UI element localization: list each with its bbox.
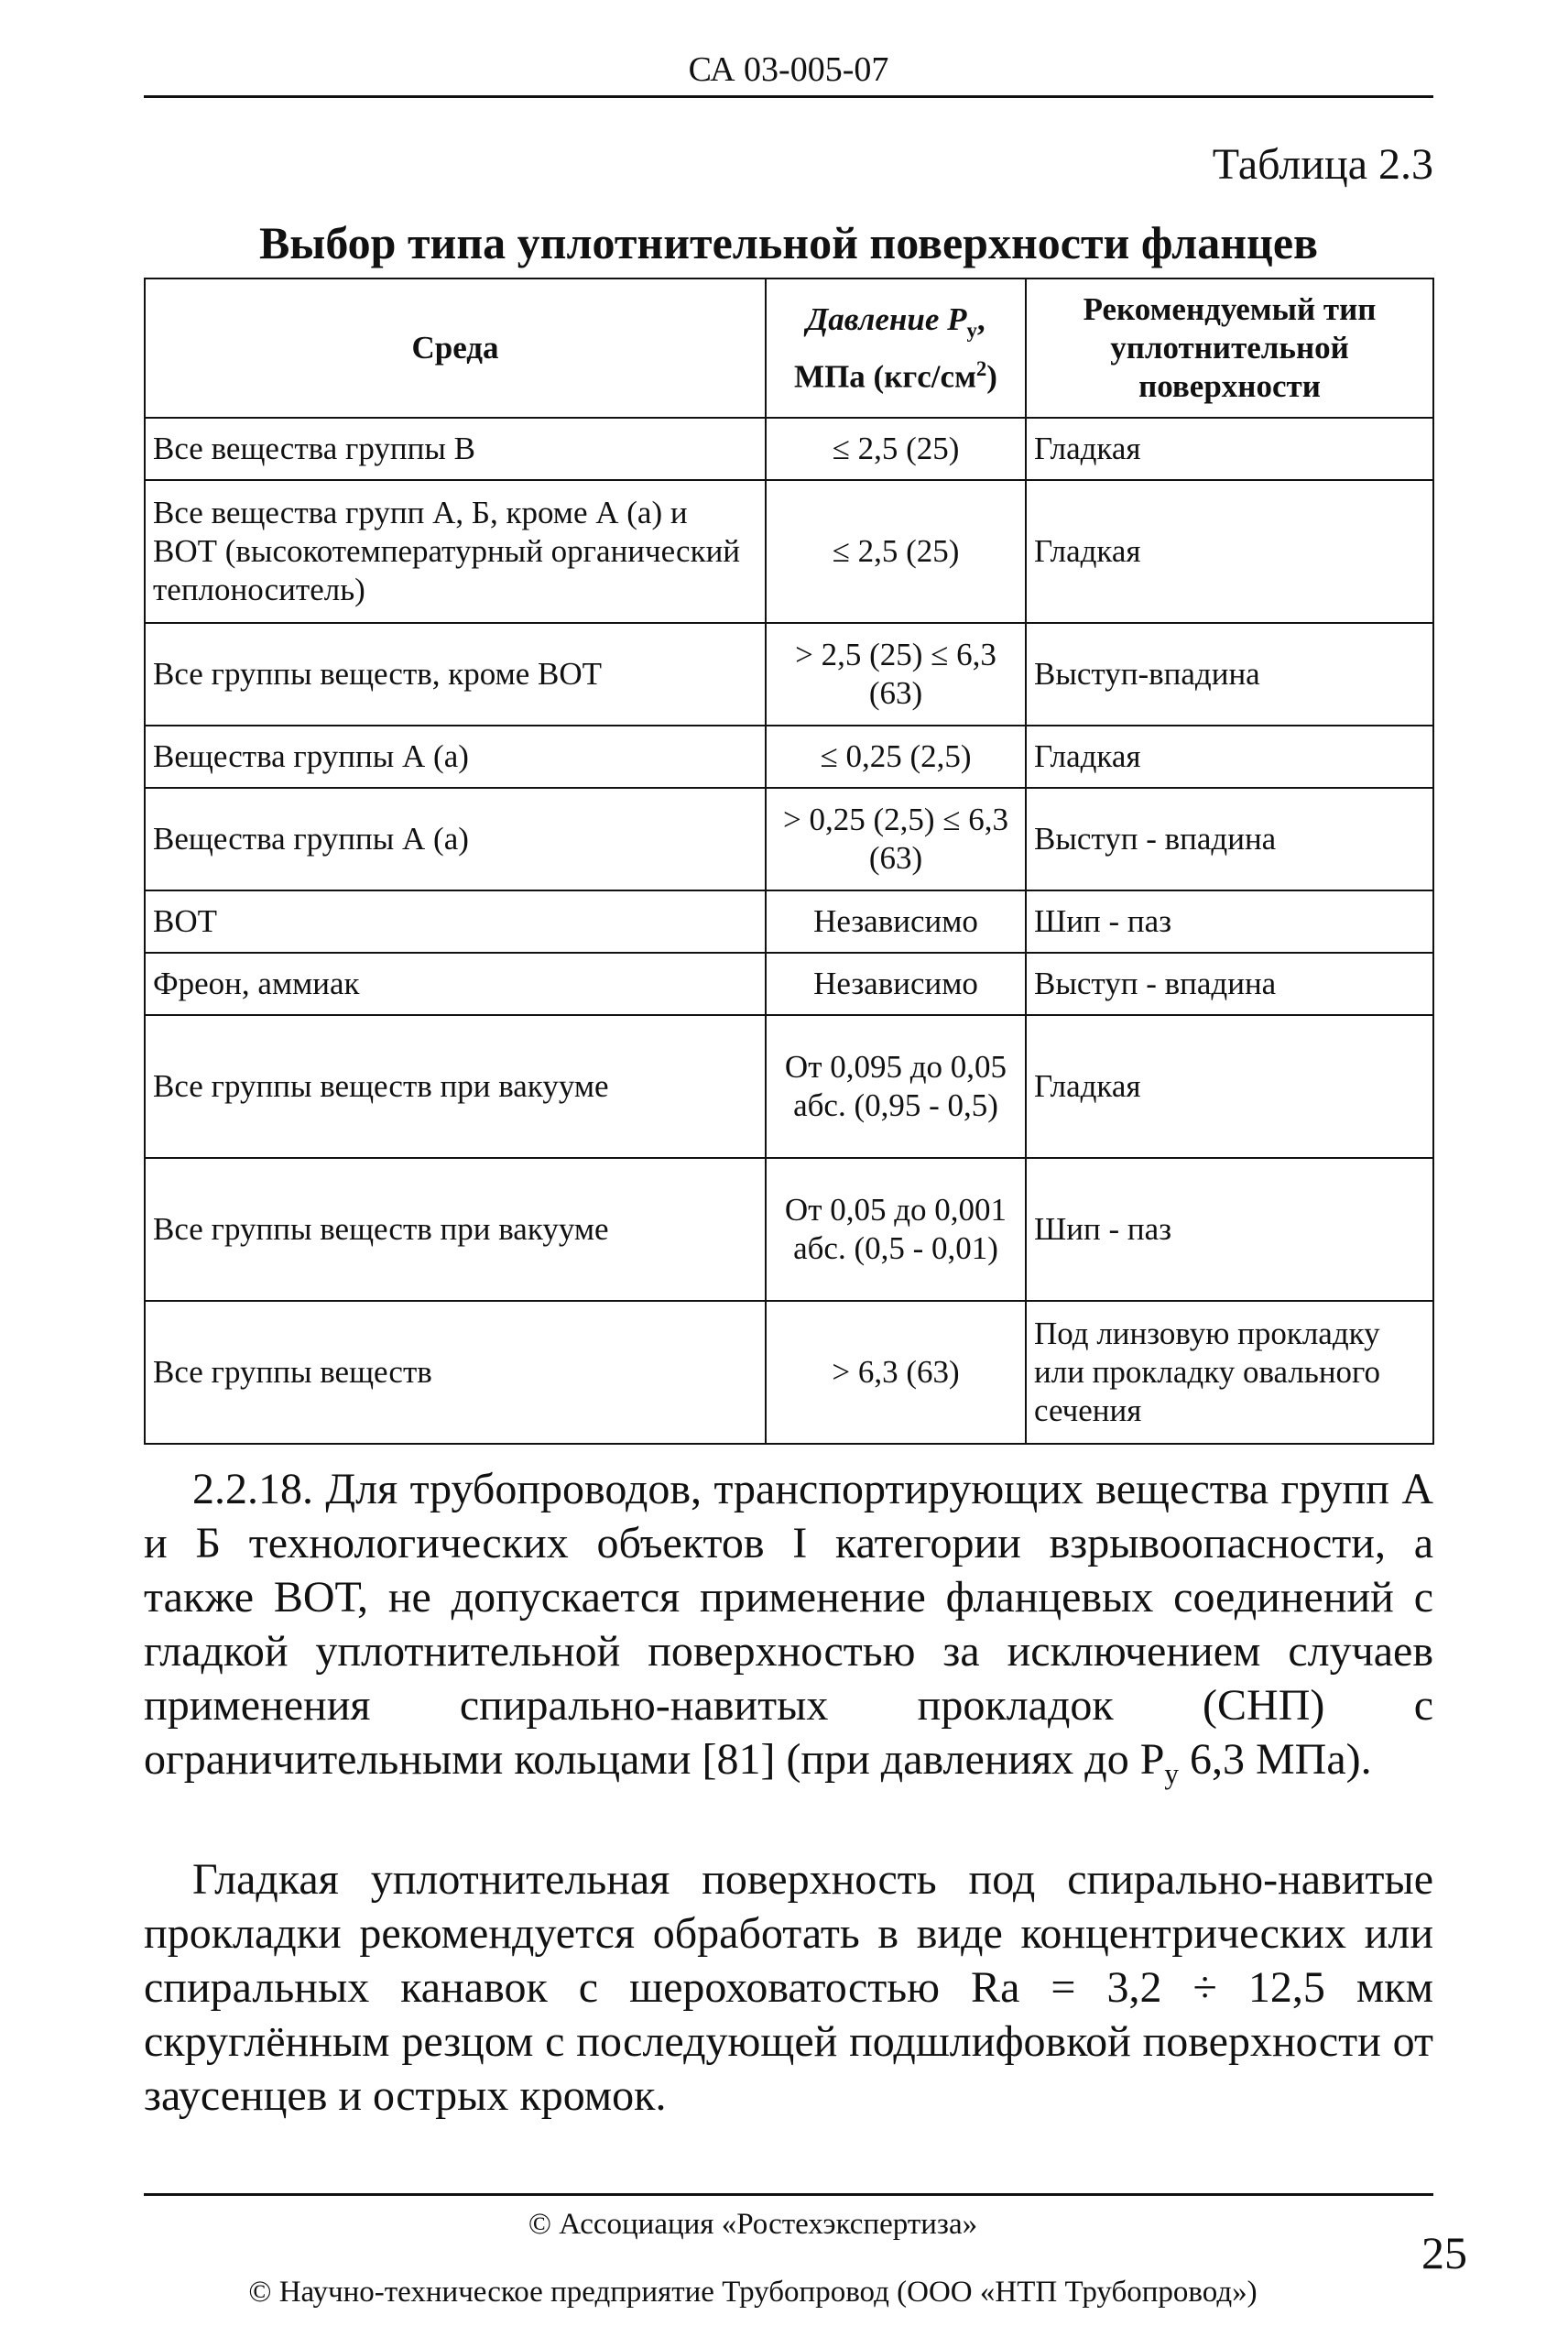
pressure-header-label: Давление P bbox=[806, 300, 967, 337]
table-row bbox=[145, 418, 1433, 480]
cell-surface-type: Шип - паз bbox=[1026, 890, 1433, 953]
cell-medium: Все группы веществ при вакууме bbox=[145, 1158, 766, 1301]
table-row bbox=[145, 890, 1433, 953]
cell-medium: Все группы веществ, кроме ВОТ bbox=[145, 623, 766, 726]
cell-surface-type: Под линзовую прокладку или прокладку овального сечения bbox=[1026, 1301, 1433, 1444]
column-header-pressure bbox=[766, 278, 1026, 418]
cell-pressure: От 0,095 до 0,05 абс. (0,95 - 0,5) bbox=[766, 1015, 1026, 1158]
table-row bbox=[145, 1301, 1433, 1444]
column-header-medium: Среда bbox=[145, 278, 766, 418]
cell-pressure: ≤ 0,25 (2,5) bbox=[766, 726, 1026, 788]
paragraph-text-end: 6,3 МПа). bbox=[1178, 1735, 1372, 1784]
paragraph-2-2-18 bbox=[144, 1462, 1433, 1801]
cell-medium: Вещества группы А (а) bbox=[145, 726, 766, 788]
table-row bbox=[145, 726, 1433, 788]
paragraph-text: 2.2.18. Для трубопроводов, транспортирующих вещества групп А и Б технологических объектов I категории взрывоопасности, а также ВОТ, не допускается применение фланцевых соединений с гладкой уплотнительной поверхностью за исключением случаев применения спирально-навитых прокладок (СНП) с ограничительными кольцами [81] (при давлениях до P bbox=[144, 1465, 1433, 1784]
footer-rule bbox=[144, 2193, 1433, 2196]
cell-surface-type: Гладкая bbox=[1026, 726, 1433, 788]
table-row bbox=[145, 788, 1433, 890]
cell-pressure: ≤ 2,5 (25) bbox=[766, 480, 1026, 623]
cell-pressure: > 0,25 (2,5) ≤ 6,3 (63) bbox=[766, 788, 1026, 890]
header-rule bbox=[144, 95, 1433, 98]
cell-surface-type: Шип - паз bbox=[1026, 1158, 1433, 1301]
cell-medium: ВОТ bbox=[145, 890, 766, 953]
table-title: Выбор типа уплотнительной поверхности фланцев bbox=[258, 217, 1319, 268]
page-number: 25 bbox=[1421, 2227, 1467, 2278]
cell-pressure: Независимо bbox=[766, 890, 1026, 953]
cell-medium: Фреон, аммиак bbox=[145, 953, 766, 1015]
footer-copyright-association: © Ассоциация «Ростехэкспертиза» bbox=[528, 2208, 978, 2241]
table-row bbox=[145, 953, 1433, 1015]
table-header-row bbox=[145, 278, 1433, 418]
cell-surface-type: Гладкая bbox=[1026, 1015, 1433, 1158]
table-number: Таблица 2.3 bbox=[1212, 140, 1433, 189]
cell-pressure: > 2,5 (25) ≤ 6,3 (63) bbox=[766, 623, 1026, 726]
cell-pressure: > 6,3 (63) bbox=[766, 1301, 1026, 1444]
paragraph-smooth-surface: Гладкая уплотнительная поверхность под спирально-навитые прокладки рекомендуется обработать в виде концентрических или спиральных канавок с шероховатостью Ra = 3,2 ÷ 12,5 мкм скруглённым резцом с последующей подшлифовкой поверхности от заусенцев и острых кромок. bbox=[144, 1855, 1433, 2120]
table-row bbox=[145, 623, 1433, 726]
cell-pressure: Независимо bbox=[766, 953, 1026, 1015]
cell-surface-type: Выступ-впадина bbox=[1026, 623, 1433, 726]
footer-copyright-enterprise: © Научно-техническое предприятие Трубопровод (ООО «НТП Трубопровод») bbox=[248, 2276, 1258, 2309]
flange-surface-table bbox=[144, 278, 1434, 1445]
table-row bbox=[145, 480, 1433, 623]
pressure-header-close: ) bbox=[986, 358, 997, 395]
pressure-header-superscript: 2 bbox=[975, 356, 987, 380]
pressure-subscript: у bbox=[1164, 1757, 1179, 1790]
table-row bbox=[145, 1015, 1433, 1158]
cell-medium: Все группы веществ bbox=[145, 1301, 766, 1444]
column-header-surface-type: Рекомендуемый тип уплотнительной поверхности bbox=[1026, 278, 1433, 418]
cell-surface-type: Гладкая bbox=[1026, 418, 1433, 480]
cell-medium: Все вещества групп А, Б, кроме А (а) и ВОТ (высокотемпературный органический теплоноситель) bbox=[145, 480, 766, 623]
cell-surface-type: Выступ - впадина bbox=[1026, 953, 1433, 1015]
cell-surface-type: Гладкая bbox=[1026, 480, 1433, 623]
cell-surface-type: Выступ - впадина bbox=[1026, 788, 1433, 890]
cell-pressure: ≤ 2,5 (25) bbox=[766, 418, 1026, 480]
pressure-header-subscript: у bbox=[966, 318, 977, 342]
cell-medium: Вещества группы А (а) bbox=[145, 788, 766, 890]
cell-medium: Все группы веществ при вакууме bbox=[145, 1015, 766, 1158]
pressure-header-unit: , МПа (кгс/см bbox=[794, 300, 985, 395]
document-code: СА 03-005-07 bbox=[688, 50, 889, 89]
cell-medium: Все вещества группы В bbox=[145, 418, 766, 480]
cell-pressure: От 0,05 до 0,001 абс. (0,5 - 0,01) bbox=[766, 1158, 1026, 1301]
table-row bbox=[145, 1158, 1433, 1301]
